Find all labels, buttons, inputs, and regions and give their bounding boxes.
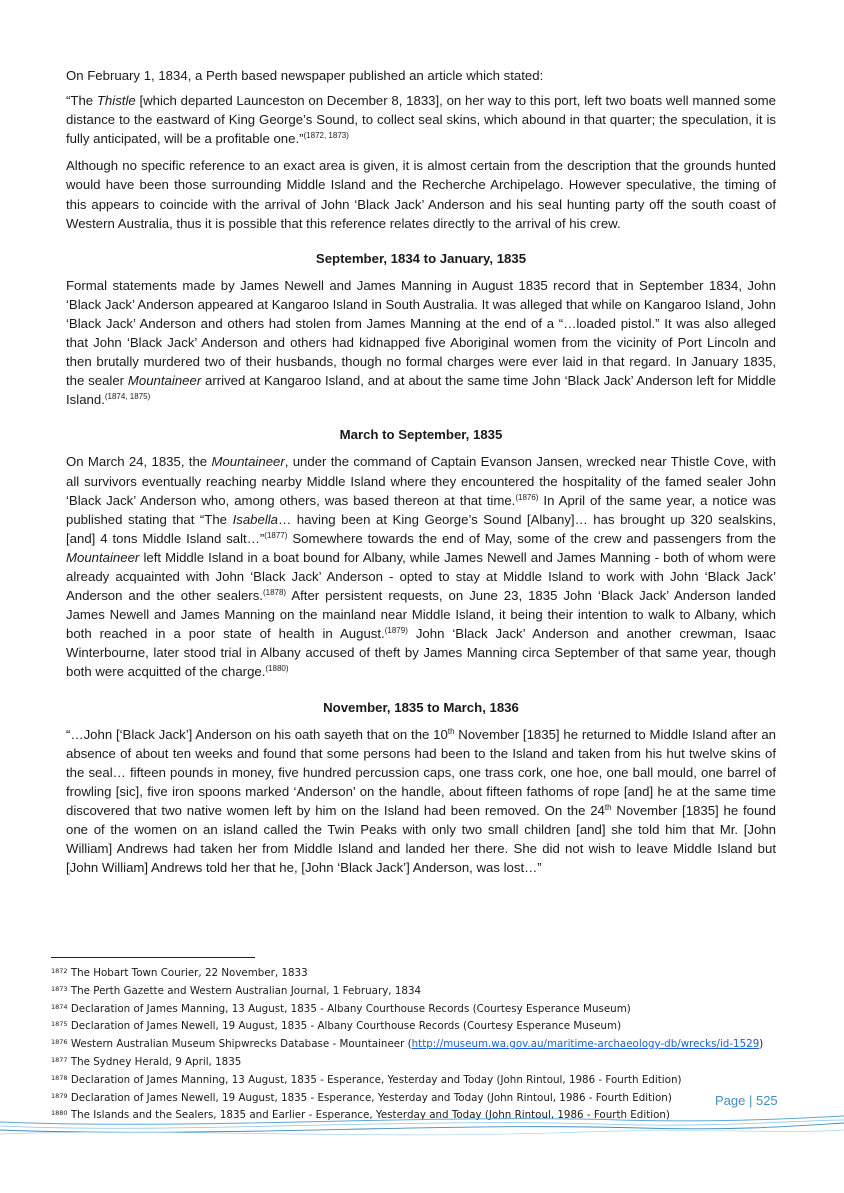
footnote: $^{1877}$ The Sydney Herald, 9 April, 1835 (51, 1055, 242, 1068)
ship-name: Thistle (96, 93, 136, 109)
intro-paragraph: On February 1, 1834, a Perth based newspaper published an article which stated: (66, 68, 544, 83)
section-1835-paragraph: On March 24, 1835, the Mountaineer, under the command of Captain Evanson Jansen, wrecked near Thistle Cove, with all survivors eventually reaching nearby Middle Island where they encountered the hospitality of the famed sealer John ‘Black Jack’ Anderson who, among others, was based thereon at that time.$^{(1876)}$ In April of the same year, a notice was published stating that “The Isabella… having been at King George’s Sound [Albany]… has brought up 320 sealskins, [and] 4 tons Middle Island salt…”$^{(1877)}$ Somewhere towards the end of May, some of the crew and passengers from the Mountaineer left Middle Island in a boat bound for Albany, while James Newell and James Manning - both of whom were already acquainted with John ‘Black Jack’ Anderson - opted to stay at Middle Island to work with John ‘Black Jack’ Anderson and the other sealers.$^{(1878)}$ After persistent requests, on June 23, 1835 John ‘Black Jack’ Anderson landed James Newell and James Manning on the mainland near Middle Island, it being their intention to walk to Albany, which both reached in a poor state of health in August.$^{(1879)}$ John ‘Black Jack’ Anderson and another crewman, Isaac Winterbourne, later stood trial in Albany accused of theft by James Manning circa September of that same year, though both were acquitted of the charge.$^{(1880)}$ (66, 454, 777, 680)
section-1834-paragraph: Formal statements made by James Newell and James Manning in August 1835 record that in September 1834, John ‘Black Jack’ Anderson appeared at Kangaroo Island in South Australia. It was alleged that while on Kangaroo Island, John ‘Black Jack’ Anderson and others had stolen from James Manning at the end of a “…loaded pistol.” It was also alleged that John ‘Black Jack’ Anderson and others had kidnapped five Aboriginal women from the vicinity of Port Lincoln and then brutally murdered two of their husbands, though no formal charges were ever laid in that regard. In January 1835, the sealer Mountaineer arrived at Kangaroo Island, and at about the same time John ‘Black Jack’ Anderson left for Middle Island.$^{(1874, 1875)}$ (66, 277, 776, 408)
footnote: $^{1878}$ Declaration of James Manning, 13 August, 1835 - Esperance, Yesterday and Today (John Rintoul, 1986 - Fourth Edition) (51, 1073, 682, 1086)
citation-ref: (1874, 1875) (104, 392, 151, 402)
analysis-paragraph: Although no specific reference to an exact area is given, it is almost certain from the description that the grounds hunted would have been those surrounding Middle Island and the Recherche Archipelago. However speculative, the timing of this appears to coincide with the arrival of John ‘Black Jack’ Anderson and his seal hunting party off the south coast of Western Australia, thus it is possible that this reference relates directly to the arrival of his crew. (66, 158, 776, 231)
ship-name: Mountaineer (127, 373, 202, 389)
ship-name: Mountaineer (66, 549, 140, 565)
page-body (66, 66, 776, 885)
section-heading-1835: March to September, 1835 (339, 427, 503, 443)
section-1836-paragraph: “…John [‘Black Jack’] Anderson on his oath sayeth that on the 10th November [1835] he returned to Middle Island after an absence of about ten weeks and found that some persons had been to the Island and taken from his hut twelve skins of the seal… fifteen pounds in money, five hundred percussion caps, one trass cork, one hoe, one ball mould, one barrel of frowling [sic], five iron spoons marked ‘Anderson’ on the handle, about fifteen fathoms of rope [and] he at the same time discovered that two native women left by him on the Island had been removed. On the 24th November [1835] he found one of the women on an island called the Twin Peaks with only two small children [and] she told him that Mr. [John William] Andrews had taken her from Middle Island and landed her there. She did not wish to leave Middle Island but [John William] Andrews told her that he, [John ‘Black Jack’] Anderson, was lost…” (66, 726, 777, 876)
citation-ref: (1880) (265, 664, 289, 674)
ship-name: Mountaineer (211, 454, 285, 470)
citation-ref: (1879) (384, 626, 408, 636)
footnote: $^{1872}$ The Hobart Town Courier, 22 November, 1833 (51, 967, 308, 979)
page-number: Page | 525 (715, 1093, 778, 1108)
citation-ref: (1876) (515, 492, 539, 502)
citation-ref: (1872, 1873) (303, 131, 349, 141)
footnote: $^{1879}$ Declaration of James Newell, 19 August, 1835 - Esperance, Yesterday and Today (John Rintoul, 1986 - Fourth Edition) (51, 1091, 672, 1104)
section-heading-1834: September, 1834 to January, 1835 (315, 250, 527, 266)
footnote: $^{1873}$ The Perth Gazette and Western Australian Journal, 1 February, 1834 (51, 984, 422, 997)
citation-ref: (1878) (262, 588, 287, 598)
museum-database-link[interactable]: http://museum.wa.gov.au/maritime-archaeology-db/wrecks/id-1529 (411, 1038, 760, 1051)
section-heading-1836: November, 1835 to March, 1836 (323, 699, 519, 715)
footnotes (51, 965, 791, 1125)
citation-ref: (1877) (264, 530, 288, 540)
decorative-wave-lines (0, 1108, 844, 1148)
quote-paragraph: “The Thistle [which departed Launceston on December 8, 1833], on her way to this port, left two boats well manned some distance to the eastward of King George’s Sound, to collect seal skins, which abound in that quarter; the speculation, it is fully anticipated, will be a profitable one.”$^{(1872, 1873)}$ (66, 93, 776, 147)
footnote: $^{1875}$ Declaration of James Newell, 19 August, 1835 - Albany Courthouse Records (Courtesy Esperance Museum) (51, 1020, 622, 1033)
ship-name: Isabella (232, 511, 279, 527)
footnote-divider (51, 957, 255, 958)
footnote: $^{1876}$ Western Australian Museum Shipwrecks Database - Mountaineer (http://museum.wa.gov.au/maritime-archaeology-db/wrecks/id-1529) (51, 1038, 764, 1051)
footnote: $^{1880}$ The Islands and the Sealers, 1835 and Earlier - Esperance, Yesterday and Today (John Rintoul, 1986 - Fourth Edition) (51, 1109, 670, 1122)
footnote: $^{1874}$ Declaration of James Manning, 13 August, 1835 - Albany Courthouse Records (Courtesy Esperance Museum) (51, 1002, 631, 1015)
